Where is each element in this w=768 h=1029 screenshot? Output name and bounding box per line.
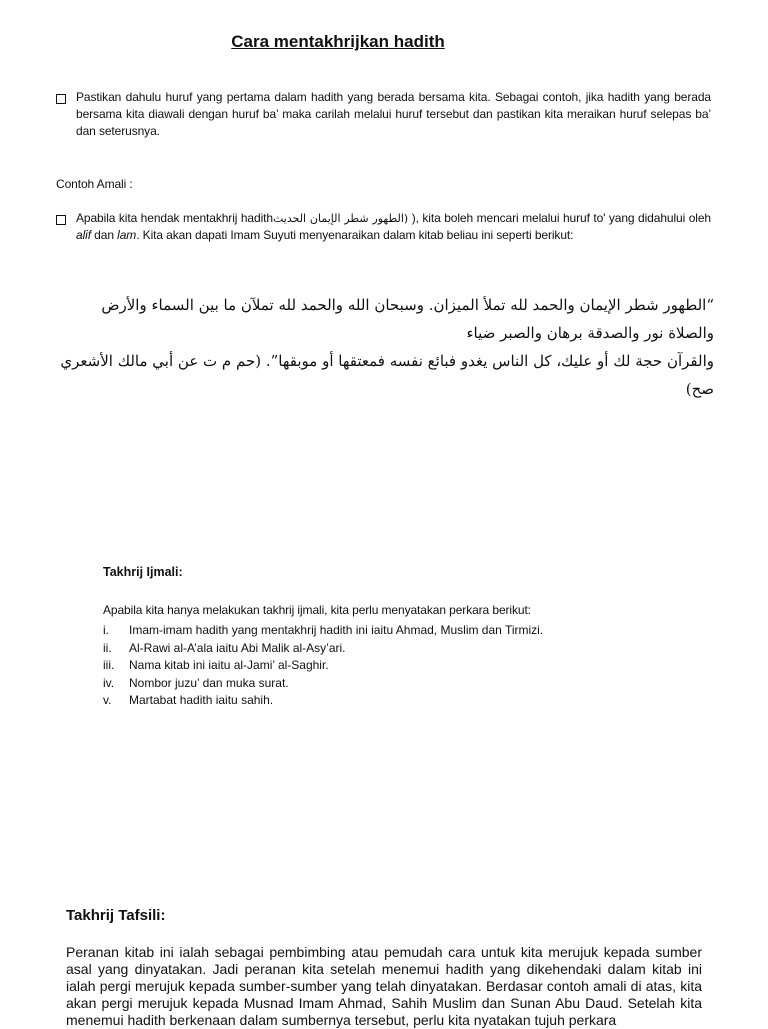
list-item-number: i.: [103, 623, 109, 637]
list-item-number: iv.: [103, 675, 115, 690]
list-item: [103, 657, 663, 675]
list-item-number: v.: [103, 693, 112, 707]
arabic-quote-line-1: “الطهور شطر الإيمان والحمد لله تملأ الميزان. وسبحان الله والحمد لله تملآن ما بين السماء والأرض والصلاة نور والصدقة برهان والصبر ضياء: [101, 296, 714, 342]
list-item: [103, 675, 663, 693]
tafsili-heading: Takhrij Tafsili:: [66, 907, 166, 924]
example-lam: lam: [117, 228, 137, 242]
checkbox-bullet-icon: [56, 212, 66, 230]
list-item-text: Al-Rawi al-A’ala iaitu Abi Malik al-Asy’ari.: [129, 640, 346, 655]
example-text-before: Apabila kita hendak mentakhrij hadith: [76, 211, 273, 225]
example-text-rest: . Kita akan dapati Imam Suyuti menyenaraikan dalam kitab beliau ini seperti berikut:: [136, 228, 574, 242]
example-arabic-inline: (الطهور شطر الإيمان الحديث: [272, 212, 409, 225]
list-item-number: ii.: [103, 640, 112, 655]
list-item-text: Martabat hadith iaitu sahih.: [129, 693, 274, 707]
example-dan: dan: [90, 228, 118, 242]
list-item: [103, 640, 663, 658]
intro-paragraph: Pastikan dahulu huruf yang pertama dalam hadith yang berada bersama kita. Sebagai contoh, jika hadith yang berada bersama kita diawali dengan huruf ba’ maka carilah melalui huruf tersebut dan pastikan kita meraikan huruf selepas ba’ dan seterusnya.: [76, 90, 711, 138]
example-text-after: ), kita boleh mencari melalui huruf to' yang didahului oleh: [408, 211, 711, 225]
tafsili-paragraph: Peranan kitab ini ialah sebagai pembimbing atau pemudah cara untuk kita merujuk kepada sumber asal yang dinyatakan. Jadi peranan kita setelah menemui hadith yang dikehendaki dalam kitab ini ialah pergi merujuk kepada sumber-sumber yang telah dinyatakan. Berdasar contoh amali di atas, kita akan pergi merujuk kepada Musnad Imam Ahmad, Sahih Muslim dan Sunan Abu Daud. Setelah kita menemui hadith berkenaan dalam sumbernya tersebut, perlu kita nyatakan tujuh perkara: [66, 944, 702, 1028]
ijmali-list: [103, 622, 663, 710]
arabic-quote-line-2: والقرآن حجة لك أو عليك، كل الناس يغدو فبائع نفسه فمعتقها أو موبقها”. (حم م ت عن أبي مالك الأشعري صح): [60, 352, 714, 398]
ijmali-intro: Apabila kita hanya melakukan takhrij ijmali, kita perlu menyatakan perkara berikut:: [103, 603, 531, 617]
list-item-text: Imam-imam hadith yang mentakhrij hadith ini iaitu Ahmad, Muslim dan Tirmizi.: [129, 623, 544, 637]
example-paragraph: [76, 210, 711, 244]
checkbox-bullet-icon: [56, 91, 66, 109]
example-alif: alif: [76, 228, 91, 242]
list-item-number: iii.: [103, 658, 115, 672]
arabic-hadith-quote: [56, 291, 714, 403]
list-item: [103, 692, 663, 710]
contoh-amali-label: Contoh Amali :: [56, 177, 133, 191]
page-title: Cara mentakhrijkan hadith: [231, 32, 445, 51]
ijmali-heading: Takhrij Ijmali:: [103, 565, 183, 579]
list-item-text: Nama kitab ini iaitu al-Jami’ al-Saghir.: [129, 658, 329, 672]
list-item-text: Nombor juzu’ dan muka surat.: [129, 675, 289, 690]
list-item: [103, 622, 663, 640]
